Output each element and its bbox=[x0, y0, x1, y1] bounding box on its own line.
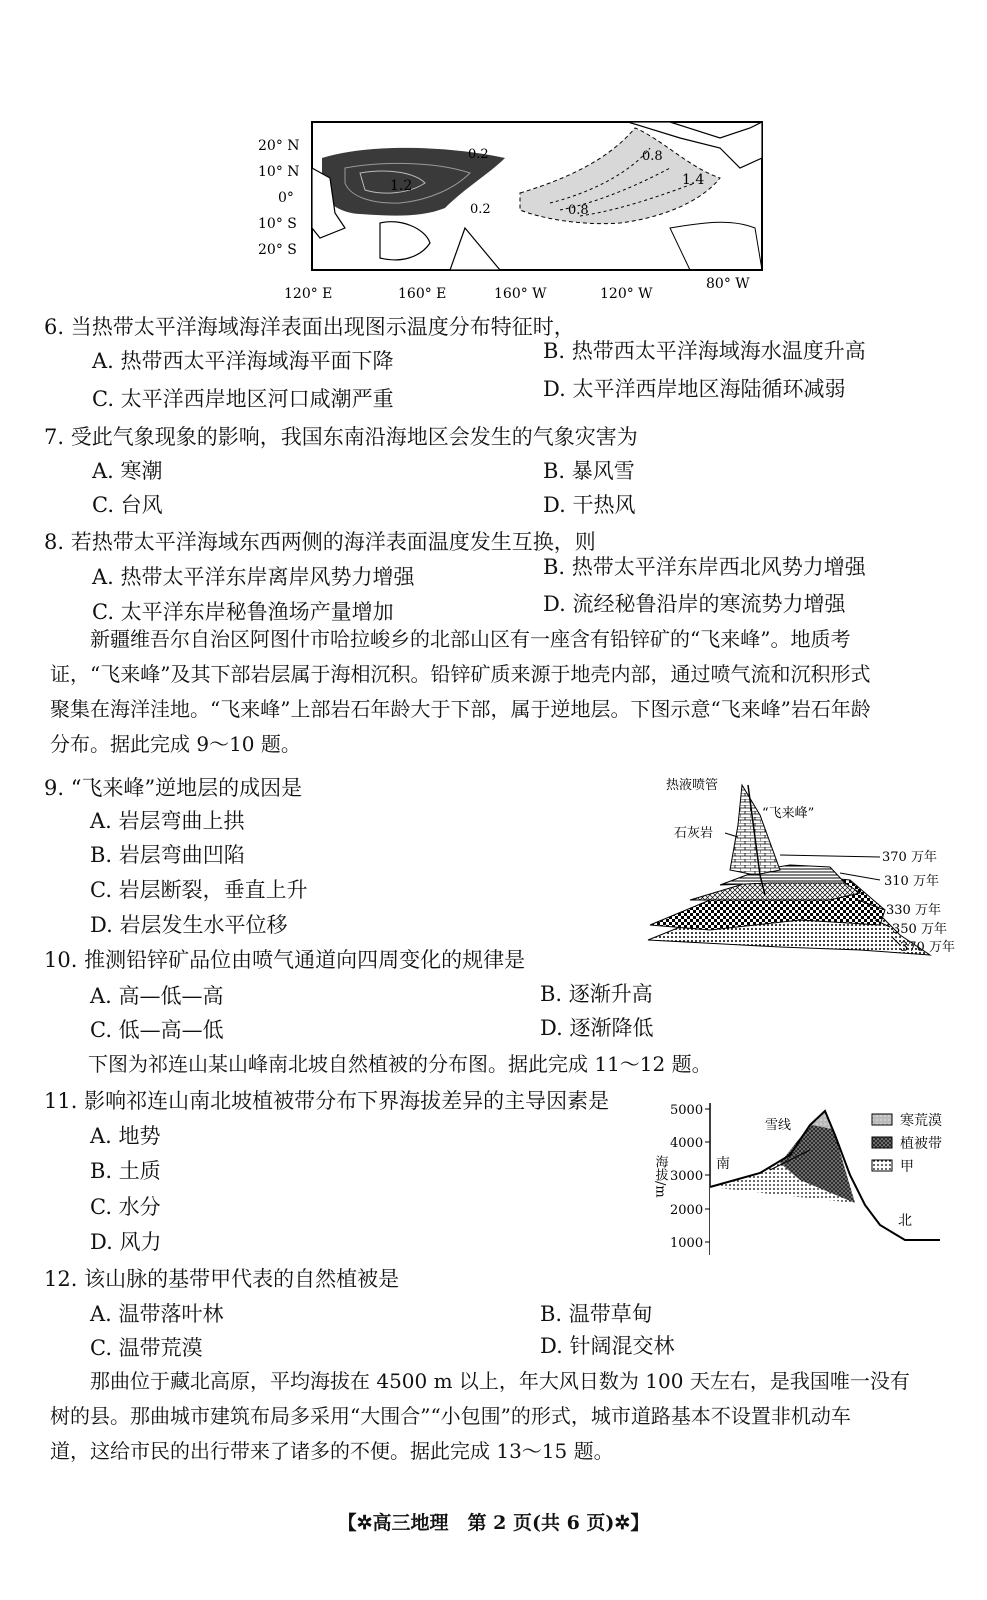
q10-option-c: C. 低—高—低 bbox=[90, 1018, 224, 1042]
question-7-stem: 7. 受此气象现象的影响，我国东南沿海地区会发生的气象灾害为 bbox=[44, 425, 638, 449]
y-tick: 1000 bbox=[670, 1236, 704, 1251]
lon-label: 120° W bbox=[600, 286, 653, 302]
q12-option-c: C. 温带荒漠 bbox=[90, 1336, 203, 1360]
y-axis-label: 海拔/m bbox=[652, 1155, 668, 1198]
q6-option-a: A. 热带西太平洋海域海平面下降 bbox=[92, 349, 394, 373]
contour-label: 0.8 bbox=[568, 203, 589, 218]
q6-option-b: B. 热带西太平洋海域海水温度升高 bbox=[543, 339, 866, 363]
mountain-figure bbox=[652, 1095, 960, 1260]
lat-label: 10° S bbox=[258, 216, 297, 232]
q11-option-a: A. 地势 bbox=[90, 1124, 161, 1148]
sst-map-svg bbox=[250, 118, 770, 308]
lat-label: 20° N bbox=[258, 138, 300, 154]
passage-line: 新疆维吾尔自治区阿图什市哈拉峻乡的北部山区有一座含有铅锌矿的“飞来峰”。地质考 bbox=[90, 627, 851, 651]
question-8-stem: 8. 若热带太平洋海域东西两侧的海洋表面温度发生互换，则 bbox=[44, 530, 596, 554]
q12-option-a: A. 温带落叶林 bbox=[90, 1302, 224, 1326]
legend-swatch-vegetation bbox=[872, 1137, 892, 1148]
passage-line: 树的县。那曲城市建筑布局多采用“大围合”“小包围”的形式，城市道路基本不设置非机动车 bbox=[50, 1404, 851, 1428]
feilaifeng-figure bbox=[630, 775, 960, 965]
q9-option-d: D. 岩层发生水平位移 bbox=[90, 913, 288, 937]
passage-line: 聚集在海洋洼地。“飞来峰”上部岩石年龄大于下部，属于逆地层。下图示意“飞来峰”岩石年龄 bbox=[50, 697, 871, 721]
vent-label: 热液喷管 bbox=[666, 778, 719, 793]
passage-line: 那曲位于藏北高原，平均海拔在 4500 m 以上，年大风日数为 100 天左右，是我国唯一没有 bbox=[90, 1369, 910, 1393]
contour-label: 0.8 bbox=[642, 149, 663, 164]
q9-option-b: B. 岩层弯曲凹陷 bbox=[90, 843, 245, 867]
legend-swatch-jia bbox=[872, 1160, 892, 1171]
age-label: 370 万年 bbox=[882, 850, 937, 865]
question-10-stem: 10. 推测铅锌矿品位由喷气通道向四周变化的规律是 bbox=[44, 948, 526, 972]
passage-naqu bbox=[50, 1364, 960, 1469]
q9-option-c: C. 岩层断裂，垂直上升 bbox=[90, 878, 308, 902]
age-label: 350 万年 bbox=[892, 922, 947, 937]
q9-option-a: A. 岩层弯曲上拱 bbox=[90, 809, 245, 833]
lat-label: 0° bbox=[278, 190, 294, 206]
legend-swatch-cold-desert bbox=[872, 1114, 892, 1125]
age-label: 330 万年 bbox=[886, 903, 941, 918]
contour-label: 1.2 bbox=[390, 178, 413, 194]
legend-label: 植被带 bbox=[900, 1136, 942, 1152]
q10-option-d: D. 逐渐降低 bbox=[540, 1016, 654, 1040]
lon-label: 80° W bbox=[706, 276, 750, 292]
passage-line: 分布。据此完成 9～10 题。 bbox=[50, 732, 301, 756]
y-tick: 5000 bbox=[670, 1103, 704, 1118]
lon-label: 120° E bbox=[284, 286, 333, 302]
snowline-label: 雪线 bbox=[765, 1118, 792, 1133]
y-tick: 2000 bbox=[670, 1203, 704, 1218]
q7-option-c: C. 台风 bbox=[92, 493, 163, 517]
question-11-stem: 11. 影响祁连山南北坡植被带分布下界海拔差异的主导因素是 bbox=[44, 1089, 610, 1113]
legend-label: 甲 bbox=[900, 1159, 914, 1175]
layer-370-top bbox=[730, 785, 780, 875]
q8-option-a: A. 热带太平洋东岸离岸风势力增强 bbox=[92, 565, 415, 589]
q11-option-d: D. 风力 bbox=[90, 1230, 162, 1254]
feilaifeng-label: “飞来峰” bbox=[762, 806, 815, 821]
question-9-stem: 9. “飞来峰”逆地层的成因是 bbox=[44, 776, 303, 800]
q12-option-b: B. 温带草甸 bbox=[540, 1302, 653, 1326]
lat-label: 10° N bbox=[258, 164, 300, 180]
contour-label: 0.2 bbox=[470, 202, 491, 217]
q12-option-d: D. 针阔混交林 bbox=[540, 1334, 675, 1358]
legend-label: 寒荒漠 bbox=[900, 1113, 942, 1129]
contour-label: 1.4 bbox=[682, 172, 705, 188]
q8-option-d: D. 流经秘鲁沿岸的寒流势力增强 bbox=[543, 592, 846, 616]
q7-option-b: B. 暴风雪 bbox=[543, 459, 635, 483]
passage-line: 证，“飞来峰”及其下部岩层属于海相沉积。铅锌矿质来源于地壳内部，通过喷气流和沉积形式 bbox=[50, 662, 871, 686]
limestone-label: 石灰岩 bbox=[674, 826, 714, 841]
page-footer: 【✲高三地理 第 2 页(共 6 页)✲】 bbox=[337, 1512, 650, 1534]
q7-option-d: D. 干热风 bbox=[543, 493, 636, 517]
q8-option-b: B. 热带太平洋东岸西北风势力增强 bbox=[543, 555, 866, 579]
q10-option-b: B. 逐渐升高 bbox=[540, 982, 653, 1006]
lat-label: 20° S bbox=[258, 242, 297, 258]
age-label: 310 万年 bbox=[884, 874, 939, 889]
y-tick: 3000 bbox=[670, 1169, 704, 1184]
passage-feilaifeng bbox=[50, 622, 960, 762]
north-label: 北 bbox=[898, 1213, 912, 1229]
q8-option-c: C. 太平洋东岸秘鲁渔场产量增加 bbox=[92, 600, 394, 624]
passage-qilian: 下图为祁连山某山峰南北坡自然植被的分布图。据此完成 11～12 题。 bbox=[88, 1052, 712, 1076]
lon-label: 160° E bbox=[398, 286, 447, 302]
question-6-stem: 6. 当热带太平洋海域海洋表面出现图示温度分布特征时， bbox=[44, 315, 575, 339]
lon-label: 160° W bbox=[494, 286, 547, 302]
q6-option-c: C. 太平洋西岸地区河口咸潮严重 bbox=[92, 387, 394, 411]
south-label: 南 bbox=[716, 1156, 730, 1172]
q11-option-b: B. 土质 bbox=[90, 1159, 161, 1183]
sst-map-figure bbox=[250, 118, 770, 308]
q6-option-d: D. 太平洋西岸地区海陆循环减弱 bbox=[543, 377, 846, 401]
contour-label: 0.2 bbox=[468, 147, 489, 162]
age-label: 370 万年 bbox=[900, 940, 955, 955]
q7-option-a: A. 寒潮 bbox=[92, 459, 163, 483]
question-12-stem: 12. 该山脉的基带甲代表的自然植被是 bbox=[44, 1267, 400, 1291]
q11-option-c: C. 水分 bbox=[90, 1195, 161, 1219]
y-tick: 4000 bbox=[670, 1136, 704, 1151]
q10-option-a: A. 高—低—高 bbox=[90, 984, 224, 1008]
passage-line: 道，这给市民的出行带来了诸多的不便。据此完成 13～15 题。 bbox=[50, 1439, 614, 1463]
